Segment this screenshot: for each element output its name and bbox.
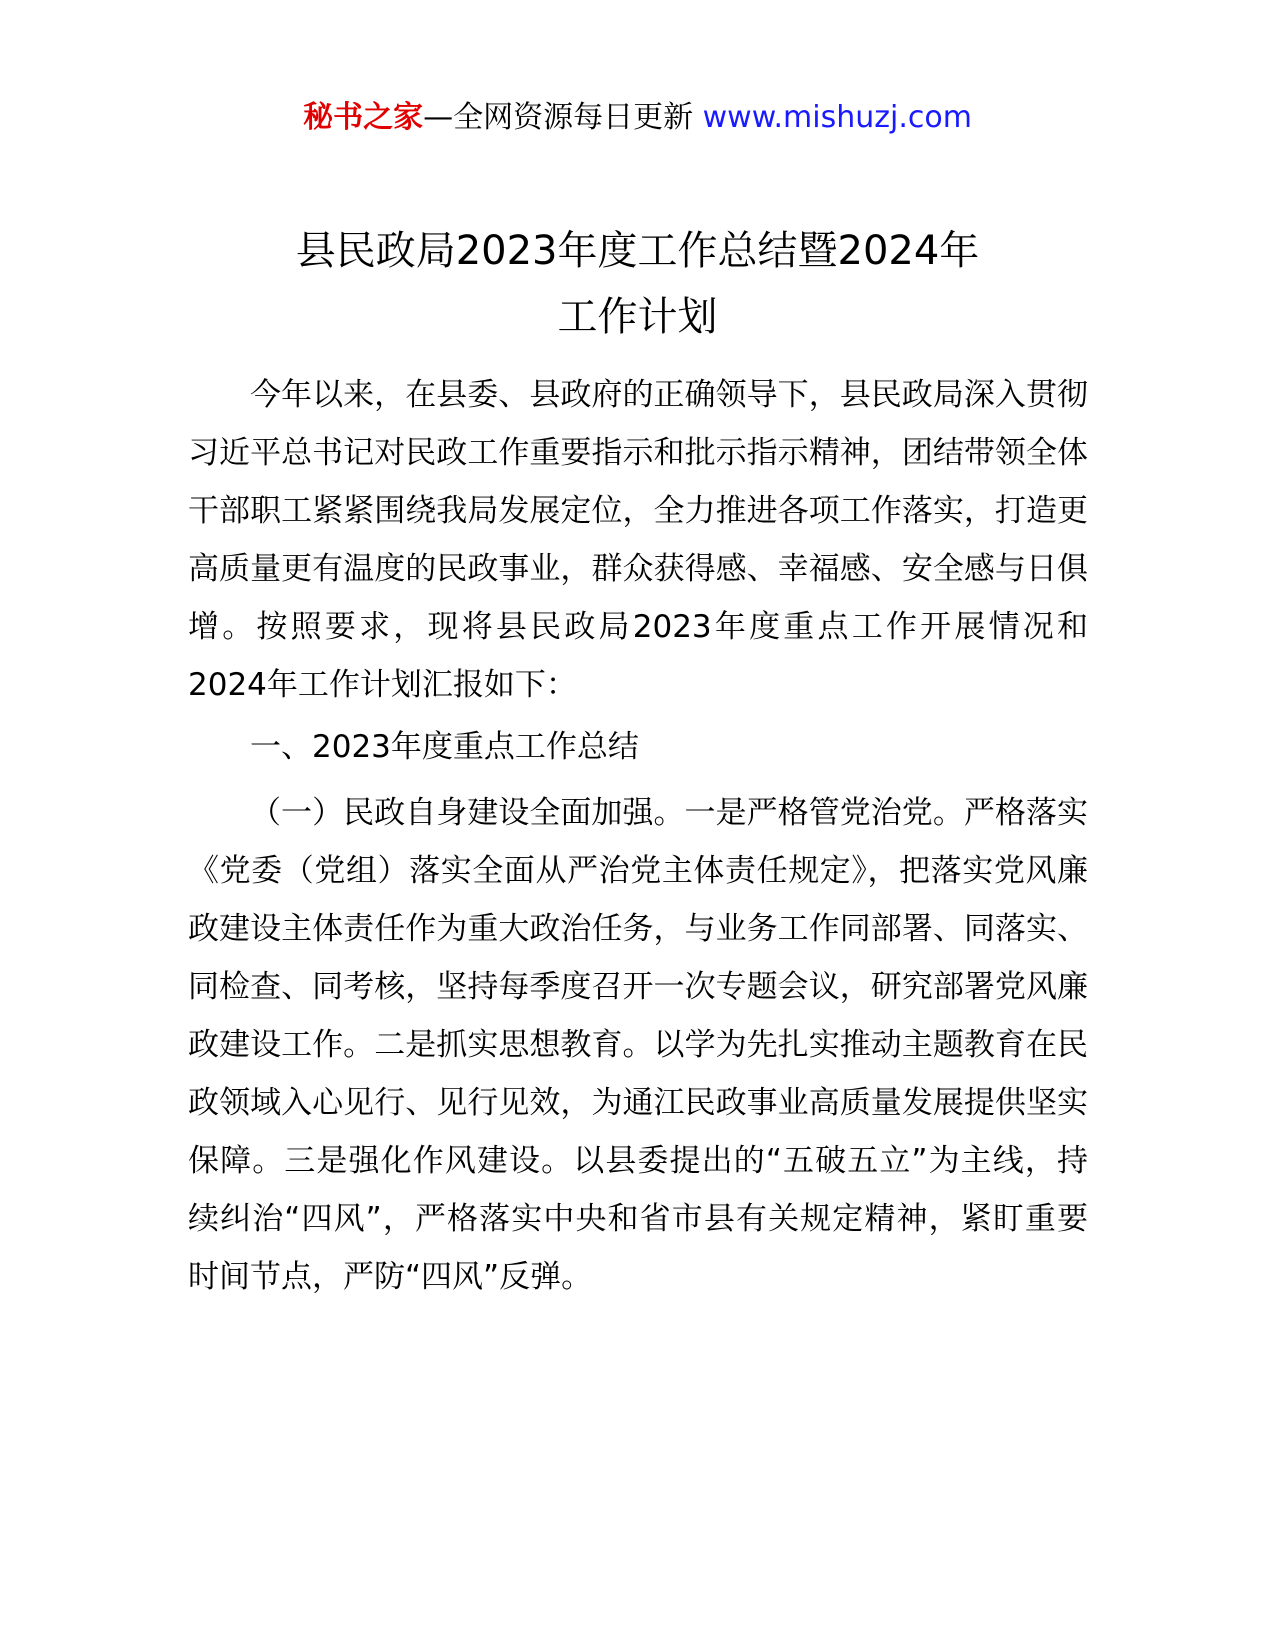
- intro-paragraph: 今年以来，在县委、县政府的正确领导下，县民政局深入贯彻习近平总书记对民政工作重要指示和批示指示精神，团结带领全体干部职工紧紧围绕我局发展定位，全力推进各项工作落实，打造更高质量更有温度的民政事业，群众获得感、幸福感、安全感与日俱增。按照要求，现将县民政局2023年度重点工作开展情况和2024年工作计划汇报如下：: [188, 377, 1088, 703]
- document-title: [0, 218, 1275, 350]
- header-slogan: —全网资源每日更新: [423, 100, 694, 135]
- title-line-2: 工作计划: [557, 294, 718, 340]
- brand-name: 秘书之家: [303, 100, 424, 135]
- document-body: [188, 366, 1088, 1306]
- section-heading: 一、2023年度重点工作总结: [250, 729, 639, 765]
- body-paragraph: （一）民政自身建设全面加强。一是严格管党治党。严格落实《党委（党组）落实全面从严治党主体责任规定》，把落实党风廉政建设主体责任作为重大政治任务，与业务工作同部署、同落实、同检查、同考核，坚持每季度召开一次专题会议，研究部署党风廉政建设工作。二是抓实思想教育。以学为先扎实推动主题教育在民政领域入心见行、见行见效，为通江民政事业高质量发展提供坚实保障。三是强化作风建设。以县委提出的“五破五立”为主线，持续纠治“四风”，严格落实中央和省市县有关规定精神，紧盯重要时间节点，严防“四风”反弹。: [188, 795, 1088, 1295]
- title-line-1: 县民政局2023年度工作总结暨2024年: [295, 228, 980, 274]
- site-url-link[interactable]: www.mishuzj.com: [702, 100, 972, 135]
- site-header: [0, 96, 1275, 140]
